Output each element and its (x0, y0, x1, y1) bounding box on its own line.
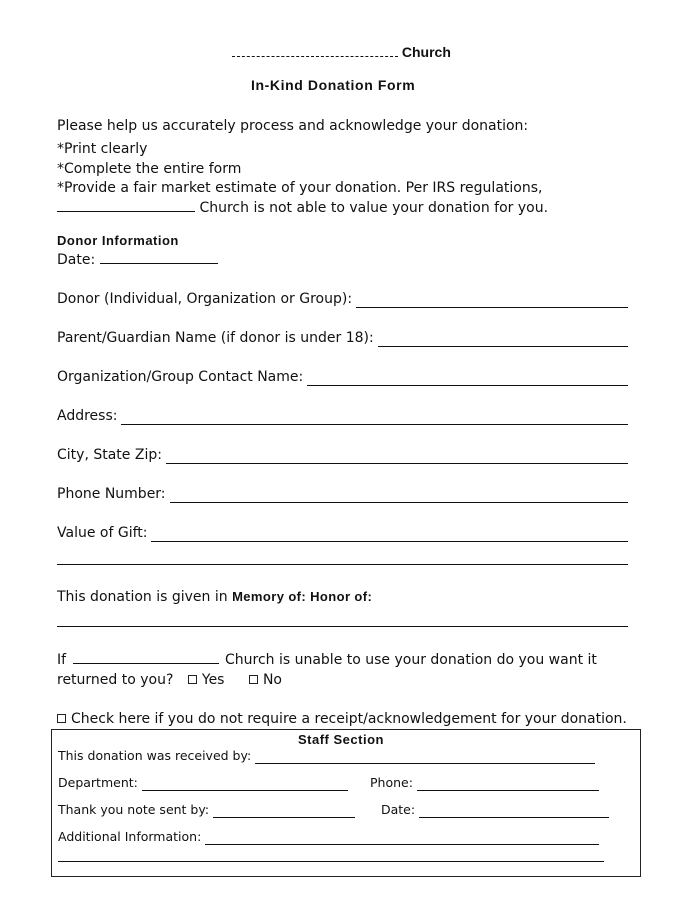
contact-field[interactable] (307, 372, 628, 386)
address-row (57, 407, 628, 425)
staff-phone-row (370, 775, 599, 791)
donor-name-row (57, 290, 628, 308)
memory-row (57, 588, 372, 606)
department-field[interactable] (142, 778, 348, 791)
guardian-row (57, 329, 628, 347)
address-label: Address: (57, 408, 118, 424)
additional-row (58, 829, 599, 845)
thank-you-row (58, 802, 355, 818)
received-by-row (58, 748, 595, 764)
staff-date-label: Date: (381, 802, 416, 817)
form-title: In-Kind Donation Form (251, 77, 416, 93)
date-field[interactable] (100, 251, 218, 264)
church-name-blank[interactable] (232, 44, 398, 57)
return-church-text: Church is unable to use your donation do you want it (224, 652, 597, 668)
address-field[interactable] (121, 411, 628, 425)
guardian-label: Parent/Guardian Name (if donor is under 18): (57, 330, 374, 346)
phone-label: Phone Number: (57, 486, 166, 502)
return-church-blank[interactable] (73, 651, 219, 664)
received-by-label: This donation was received by: (58, 748, 252, 763)
receipt-checkbox[interactable] (57, 714, 66, 723)
received-by-field[interactable] (255, 751, 595, 764)
intro-lead: Please help us accurately process and acknowledge your donation: (57, 118, 529, 134)
staff-heading: Staff Section (298, 732, 384, 747)
no-option[interactable] (249, 672, 282, 688)
staff-date-field[interactable] (419, 805, 609, 818)
return-question: returned to you? (57, 672, 174, 688)
irs-tail-text: Church is not able to value your donation for you. (199, 200, 549, 216)
date-row (57, 251, 218, 269)
phone-field[interactable] (170, 489, 628, 503)
no-checkbox[interactable] (249, 675, 258, 684)
donor-name-label: Donor (Individual, Organization or Group): (57, 291, 353, 307)
gift-value-label: Value of Gift: (57, 525, 148, 541)
irs-church-blank[interactable] (57, 199, 195, 212)
no-label: No (262, 672, 282, 688)
intro-bullet-2: *Complete the entire form (57, 161, 242, 177)
staff-phone-field[interactable] (417, 778, 599, 791)
contact-label: Organization/Group Contact Name: (57, 369, 304, 385)
yes-label: Yes (201, 672, 225, 688)
receipt-label: Check here if you do not require a receipt/acknowledgement for your donation. (71, 711, 627, 727)
memory-line[interactable] (57, 626, 628, 627)
intro-bullet-3: *Provide a fair market estimate of your donation. Per IRS regulations, (57, 180, 543, 196)
yes-checkbox[interactable] (188, 675, 197, 684)
donor-name-field[interactable] (356, 294, 628, 308)
church-label: Church (401, 44, 451, 60)
staff-section-box (51, 729, 641, 877)
additional-extra-line[interactable] (58, 861, 604, 862)
thank-you-field[interactable] (213, 805, 355, 818)
staff-phone-label: Phone: (370, 775, 413, 790)
gift-value-field[interactable] (151, 528, 628, 542)
additional-label: Additional Information: (58, 829, 202, 844)
date-label: Date: (57, 252, 96, 268)
intro-bullet-1: *Print clearly (57, 141, 148, 157)
city-field[interactable] (166, 450, 628, 464)
donor-heading: Donor Information (57, 233, 179, 248)
department-label: Department: (58, 775, 138, 790)
city-label: City, State Zip: (57, 447, 162, 463)
thank-you-label: Thank you note sent by: (58, 802, 210, 817)
receipt-row[interactable] (57, 710, 627, 728)
irs-line (57, 199, 548, 217)
phone-row (57, 485, 628, 503)
church-name-line (232, 43, 451, 61)
department-row (58, 775, 348, 791)
contact-row (57, 368, 628, 386)
return-options (57, 671, 282, 689)
return-row (57, 651, 597, 669)
gift-value-row (57, 524, 628, 542)
staff-date-row (381, 802, 609, 818)
additional-field[interactable] (205, 832, 599, 845)
return-if: If (57, 652, 67, 668)
guardian-field[interactable] (378, 333, 628, 347)
memory-prefix: This donation is given in (57, 589, 228, 605)
city-row (57, 446, 628, 464)
gift-value-extra-line[interactable] (57, 564, 628, 565)
memory-honor-label: Memory of: Honor of: (232, 589, 373, 604)
yes-option[interactable] (188, 672, 229, 688)
